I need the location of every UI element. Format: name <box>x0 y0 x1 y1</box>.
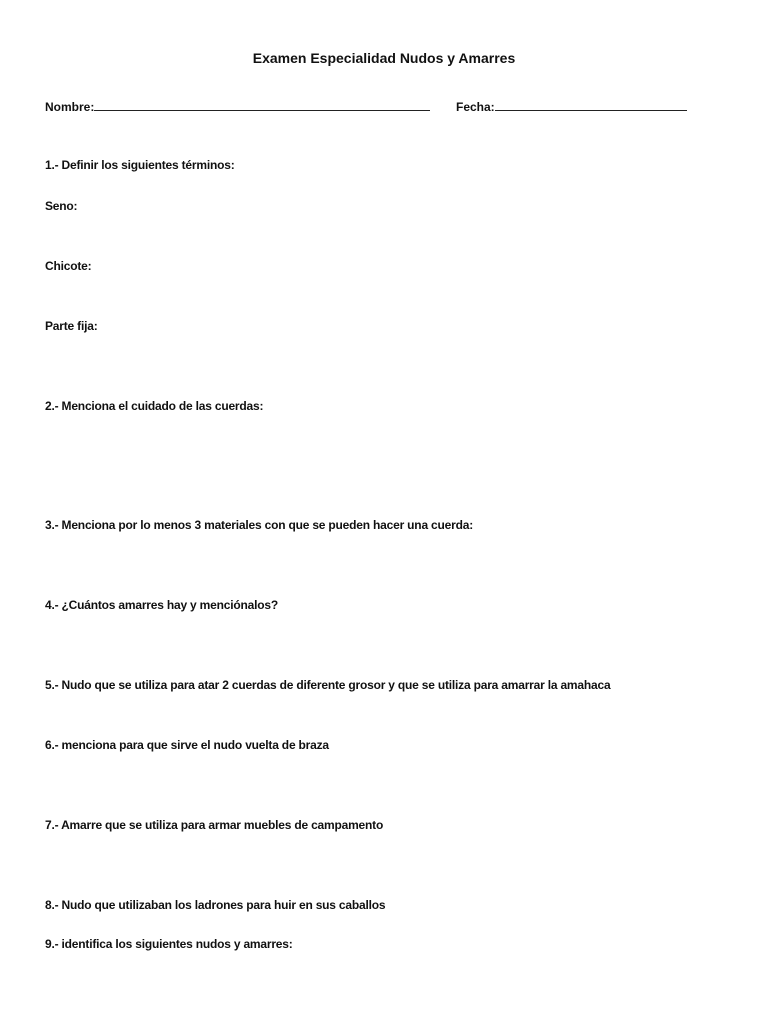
date-field[interactable] <box>456 98 687 114</box>
date-blank-line[interactable] <box>495 98 687 111</box>
name-blank-line[interactable] <box>94 98 430 111</box>
page-title: Examen Especialidad Nudos y Amarres <box>252 50 516 66</box>
question-2: 2.- Menciona el cuidado de las cuerdas: <box>45 399 264 413</box>
term-seno: Seno: <box>45 199 78 213</box>
question-5: 5.- Nudo que se utiliza para atar 2 cuerdas de diferente grosor y que se utiliza para amarrar la amahaca <box>45 678 611 692</box>
question-3: 3.- Menciona por lo menos 3 materiales con que se pueden hacer una cuerda: <box>45 518 473 532</box>
date-label: Fecha: <box>456 100 495 114</box>
term-parte-fija: Parte fija: <box>45 319 98 333</box>
question-9: 9.- identifica los siguientes nudos y amarres: <box>45 937 293 951</box>
question-7: 7.- Amarre que se utiliza para armar muebles de campamento <box>45 818 384 832</box>
question-4: 4.- ¿Cuántos amarres hay y menciónalos? <box>45 598 278 612</box>
name-label: Nombre: <box>45 100 95 114</box>
question-6: 6.- menciona para que sirve el nudo vuelta de braza <box>45 738 329 752</box>
term-chicote: Chicote: <box>45 259 92 273</box>
question-8: 8.- Nudo que utilizaban los ladrones para huir en sus caballos <box>45 898 386 912</box>
name-field[interactable] <box>45 98 430 114</box>
question-1: 1.- Definir los siguientes términos: <box>45 158 235 172</box>
